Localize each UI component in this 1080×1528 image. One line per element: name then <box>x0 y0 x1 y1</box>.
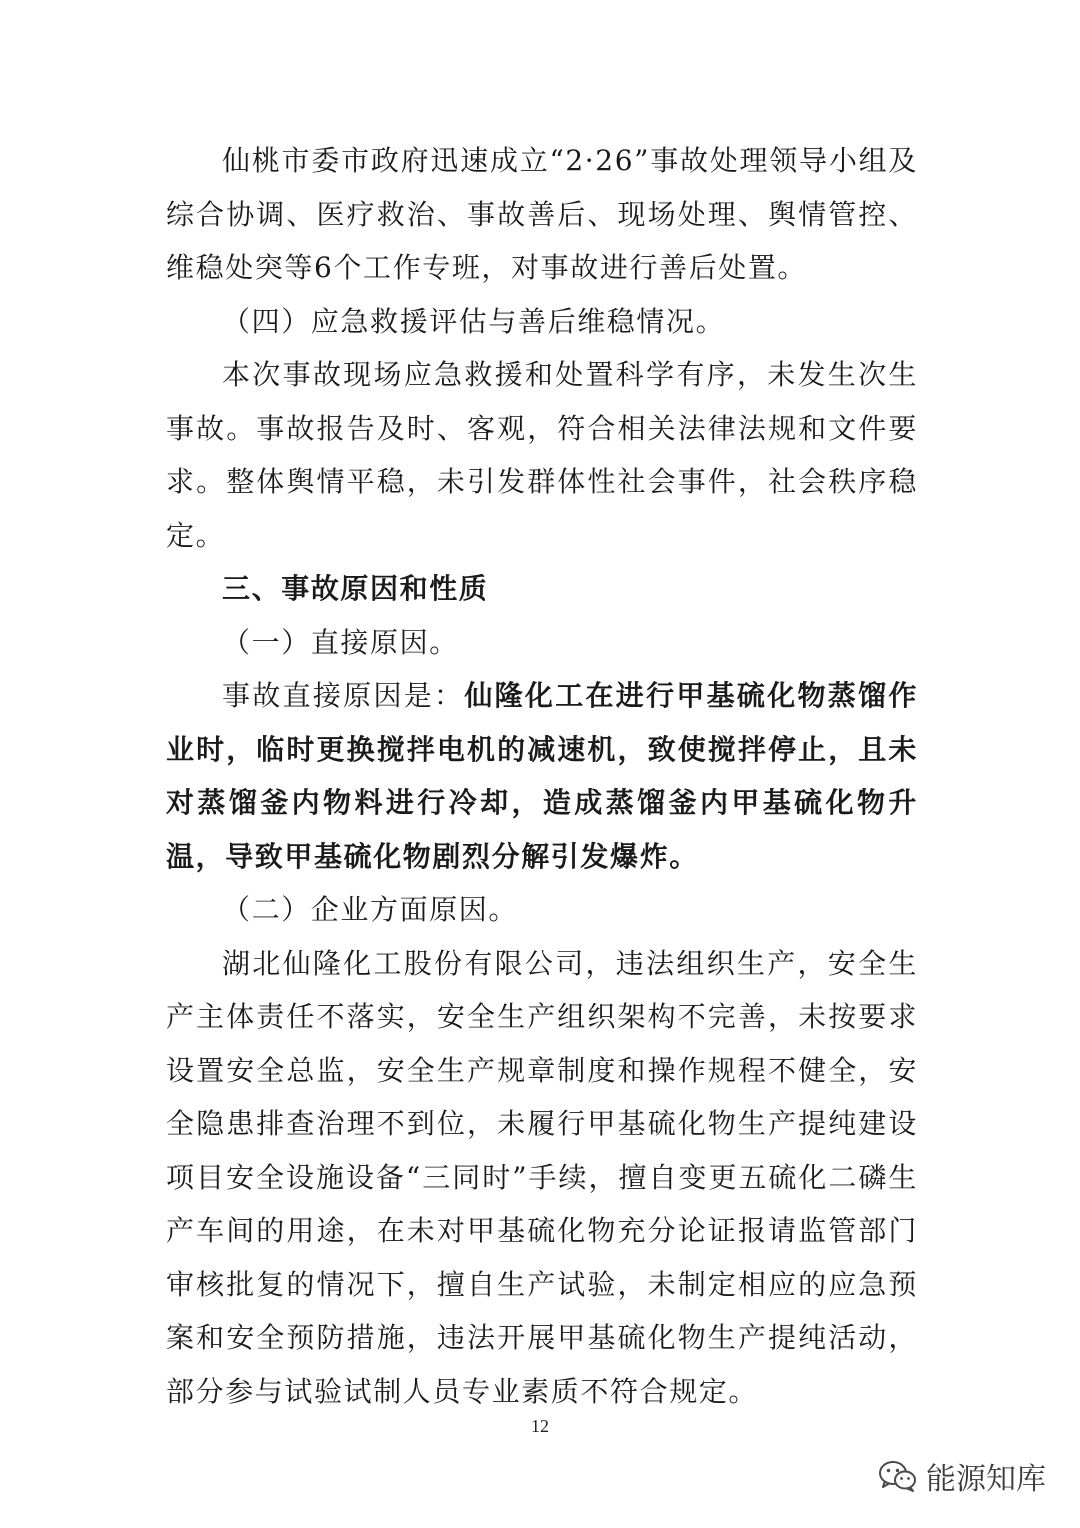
paragraph-enterprise-cause: 湖北仙隆化工股份有限公司，违法组织生产，安全生产主体责任不落实，安全生产组织架构不完善，未按要求设置安全总监，安全生产规章制度和操作规程不健全，安全隐患排查治理不到位，未履行甲基硫化物生产提纯建设项目安全设施设备“三同时”手续，擅自变更五硫化二磷生产车间的用途，在未对甲基硫化物充分论证报请监管部门审核批复的情况下，擅自生产试验，未制定相应的应急预案和安全预防措施，违法开展甲基硫化物生产提纯活动，部分参与试验试制人员专业素质不符合规定。 <box>166 946 918 1408</box>
wechat-icon <box>878 1459 918 1493</box>
paragraph-aftermath-groups: 仙桃市委市政府迅速成立“2·26”事故处理领导小组及综合协调、医疗救治、事故善后、现场处理、舆情管控、维稳处突等6个工作专班，对事故进行善后处置。 <box>166 144 918 284</box>
watermark <box>878 1454 1046 1498</box>
watermark-text: 能源知库 <box>926 1462 1046 1497</box>
section-heading-enterprise-cause: （二）企业方面原因。 <box>222 893 519 926</box>
direct-cause-lead: 事故直接原因是： <box>222 679 465 712</box>
direct-cause-bold: 仙隆化工在进行甲基硫化物蒸馏作业时，临时更换搅拌电机的减速机，致使搅拌停止，且未对蒸馏釜内物料进行冷却，造成蒸馏釜内甲基硫化物升温，导致甲基硫化物剧烈分解引发爆炸。 <box>166 679 918 873</box>
section-heading-rescue-evaluation: （四）应急救援评估与善后维稳情况。 <box>222 304 726 338</box>
document-body <box>166 134 918 1418</box>
paragraph-rescue-evaluation: 本次事故现场应急救援和处置科学有序，未发生次生事故。事故报告及时、客观，符合相关法律法规和文件要求。整体舆情平稳，未引发群体性社会事件，社会秩序稳定。 <box>166 358 918 552</box>
page-number: 12 <box>531 1416 549 1436</box>
section-heading-direct-cause: （一）直接原因。 <box>222 625 459 659</box>
paragraph-direct-cause <box>166 669 918 883</box>
chapter-heading-causes: 三、事故原因和性质 <box>222 572 489 605</box>
